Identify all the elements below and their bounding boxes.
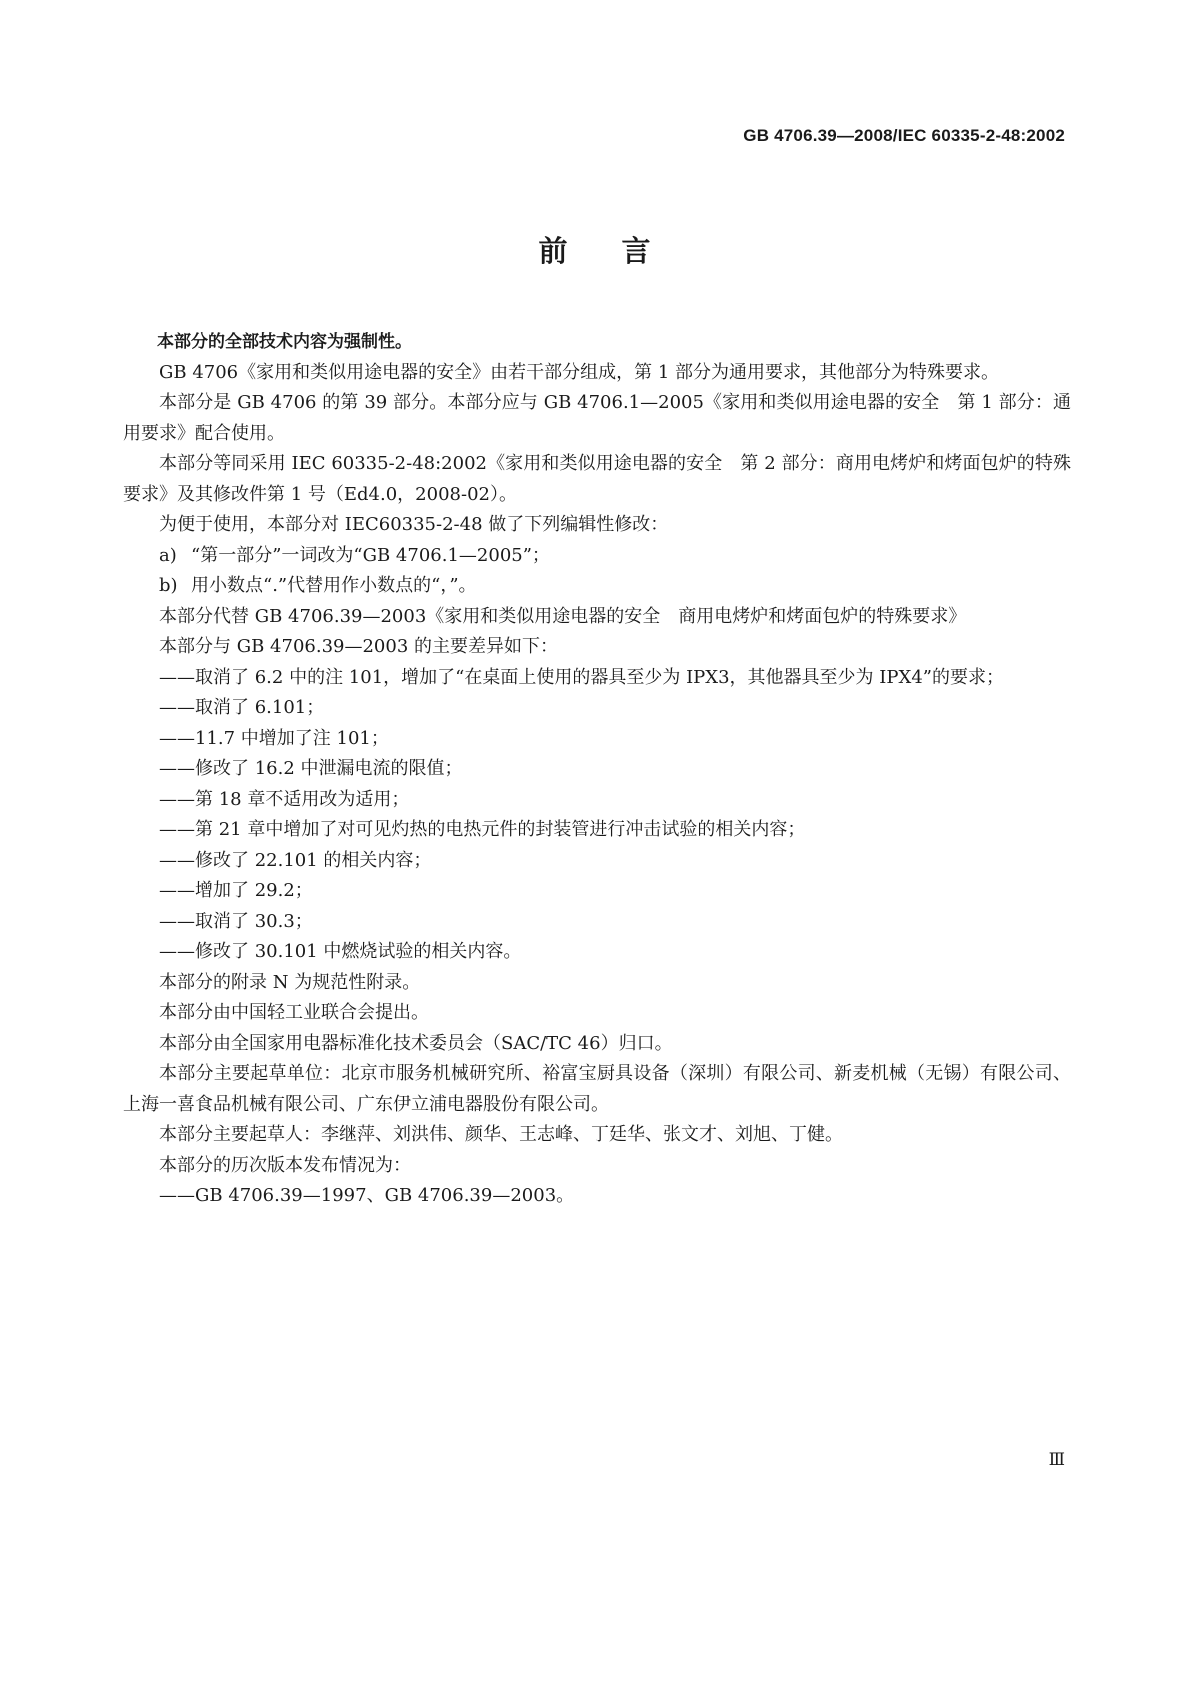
difference-item: ——第 18 章不适用改为适用； <box>159 788 410 810</box>
paragraph: 本部分主要起草人：李继萍、刘洪伟、颜华、王志峰、丁廷华、张文才、刘旭、丁健。 <box>159 1124 843 1145</box>
difference-item: ——修改了 16.2 中泄漏电流的限值； <box>159 758 463 779</box>
difference-item: ——取消了 30.3； <box>159 910 313 932</box>
difference-item: ——11.7 中增加了注 101； <box>159 727 389 749</box>
title-char-1: 前 <box>538 234 570 268</box>
difference-item: ——增加了 29.2； <box>159 880 313 901</box>
paragraph: 本部分等同采用 IEC 60335-2-48:2002《家用和类似用途电器的安全 第 2 部分：商用电烤炉和烤面包炉的特殊要求》及其修改件第 1 号（Ed4.0，2008-02）。 <box>123 453 1071 505</box>
paragraph: 本部分由全国家用电器标准化技术委员会（SAC/TC 46）归口。 <box>159 1032 673 1054</box>
paragraph: 本部分是 GB 4706 的第 39 部分。本部分应与 GB 4706.1—2005《家用和类似用途电器的安全 第 1 部分：通用要求》配合使用。 <box>123 392 1071 444</box>
page-number: Ⅲ <box>1048 1450 1065 1470</box>
list-text: 用小数点“.”代替用作小数点的“，”。 <box>191 575 477 596</box>
paragraph: 本部分由中国轻工业联合会提出。 <box>159 1002 429 1023</box>
paragraph: 本部分的历次版本发布情况为： <box>159 1154 411 1176</box>
list-marker: b) <box>159 575 178 596</box>
page-title <box>0 229 1191 270</box>
paragraph: 本部分主要起草单位：北京市服务机械研究所、裕富宝厨具设备（深圳）有限公司、新麦机械（无锡）有限公司、上海一喜食品机械有限公司、广东伊立浦电器股份有限公司。 <box>123 1063 1071 1115</box>
paragraph: 本部分代替 GB 4706.39—2003《家用和类似用途电器的安全 商用电烤炉和烤面包炉的特殊要求》 <box>159 605 967 627</box>
list-item <box>123 571 1071 602</box>
foreword-body <box>123 327 1071 1212</box>
mandatory-statement: 本部分的全部技术内容为强制性。 <box>157 332 412 352</box>
list-marker: a) <box>159 544 177 566</box>
difference-item: ——取消了 6.101； <box>159 697 325 718</box>
standard-code-header: GB 4706.39—2008/IEC 60335-2-48:2002 <box>743 126 1065 145</box>
difference-item: ——修改了 30.101 中燃烧试验的相关内容。 <box>159 941 522 962</box>
title-char-2: 言 <box>621 234 653 268</box>
paragraph: 为便于使用，本部分对 IEC60335-2-48 做了下列编辑性修改： <box>159 514 669 535</box>
history-item: ——GB 4706.39—1997、GB 4706.39—2003。 <box>159 1185 575 1206</box>
list-item <box>123 541 1071 572</box>
paragraph: 本部分与 GB 4706.39—2003 的主要差异如下： <box>159 636 559 657</box>
difference-item: ——第 21 章中增加了对可见灼热的电热元件的封装管进行冲击试验的相关内容； <box>159 819 806 840</box>
difference-item: ——修改了 22.101 的相关内容； <box>159 849 432 871</box>
paragraph: 本部分的附录 N 为规范性附录。 <box>159 971 421 993</box>
list-text: “第一部分”一词改为“GB 4706.1—2005”； <box>191 544 550 566</box>
paragraph: GB 4706《家用和类似用途电器的安全》由若干部分组成，第 1 部分为通用要求，其他部分为特殊要求。 <box>159 361 1000 383</box>
difference-item: ——取消了 6.2 中的注 101，增加了“在桌面上使用的器具至少为 IPX3，其他器具至少为 IPX4”的要求； <box>159 666 1004 688</box>
